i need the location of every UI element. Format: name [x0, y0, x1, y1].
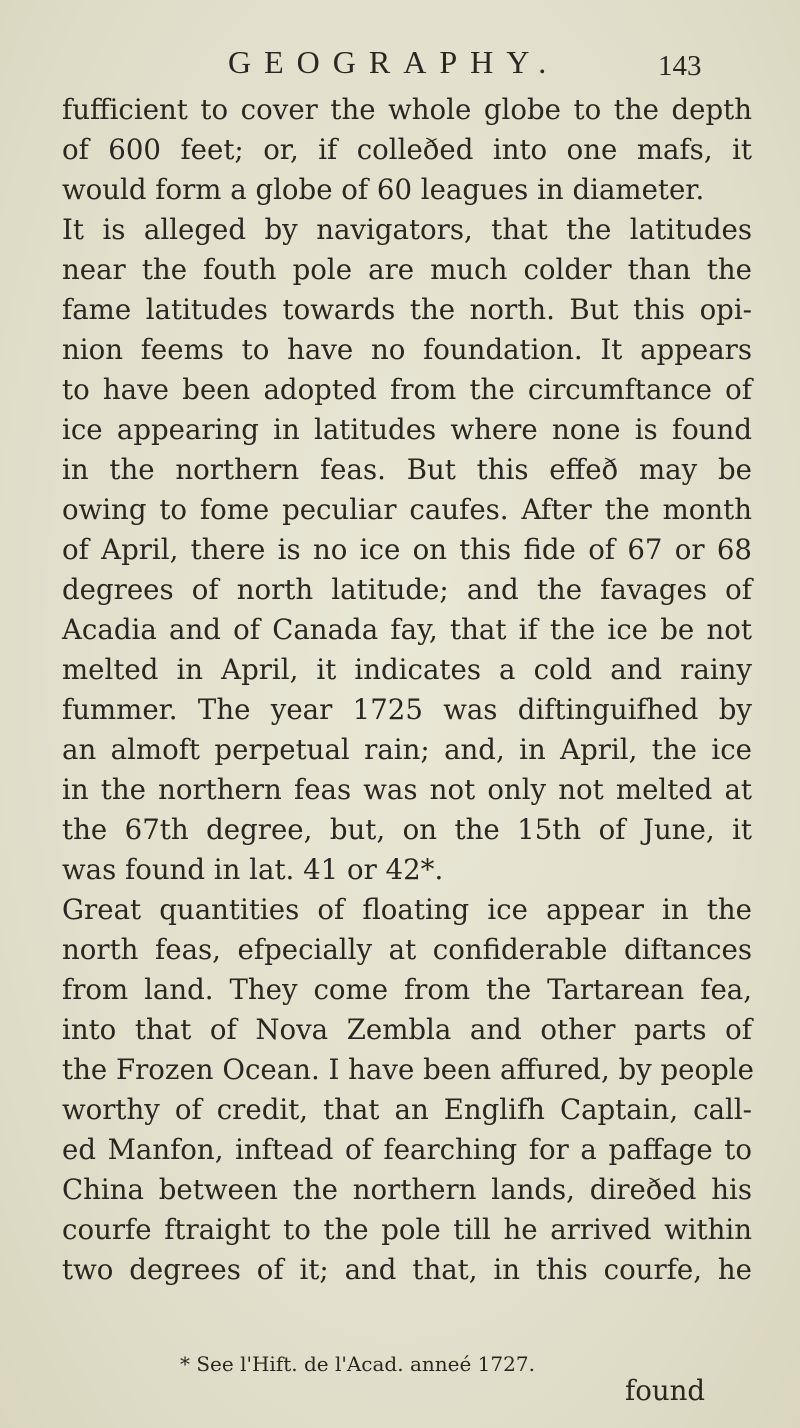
- text-line: an almoft perpetual rain; and, in April, the ice: [62, 733, 752, 766]
- text-line: to have been adopted from the circumftance of: [62, 373, 752, 406]
- text-line: worthy of credit, that an Englifh Captain, call-: [62, 1093, 752, 1126]
- catchword: found: [625, 1374, 706, 1407]
- text-line: degrees of north latitude; and the favages of: [62, 573, 752, 606]
- text-line: Great quantities of floating ice appear in the: [62, 893, 752, 926]
- text-line: It is alleged by navigators, that the latitudes: [62, 213, 752, 246]
- text-line: was found in lat. 41 or 42*.: [62, 853, 444, 886]
- text-line: would form a globe of 60 leagues in diameter.: [62, 173, 705, 206]
- text-line: fufficient to cover the whole globe to the depth: [62, 93, 752, 126]
- footnote: * See l'Hift. de l'Acad. anneé 1727.: [180, 1352, 535, 1376]
- text-line: owing to fome peculiar caufes. After the month: [62, 493, 752, 526]
- text-line: fame latitudes towards the north. But this opi-: [62, 293, 752, 326]
- text-line: courfe ftraight to the pole till he arrived within: [62, 1213, 752, 1246]
- text-line: of April, there is no ice on this fide of 67 or 68: [62, 533, 752, 566]
- running-head: GEOGRAPHY.: [228, 44, 560, 80]
- page-header: [228, 44, 702, 94]
- text-line: from land. They come from the Tartarean fea,: [62, 973, 752, 1006]
- text-line: ice appearing in latitudes where none is found: [62, 413, 752, 446]
- text-line: the Frozen Ocean. I have been affured, by people: [62, 1053, 754, 1086]
- text-line: two degrees of it; and that, in this courfe, he: [62, 1253, 752, 1286]
- text-line: China between the northern lands, direðed his: [62, 1173, 752, 1206]
- text-line: melted in April, it indicates a cold and rainy: [62, 653, 752, 686]
- text-line: in the northern feas was not only not melted at: [62, 773, 752, 806]
- text-line: in the northern feas. But this effeð may be: [62, 453, 752, 486]
- text-line: ed Manfon, inftead of fearching for a paffage to: [62, 1133, 752, 1166]
- text-line: Acadia and of Canada fay, that if the ice be not: [62, 613, 752, 646]
- page-number: 143: [658, 50, 702, 82]
- text-line: nion feems to have no foundation. It appears: [62, 333, 752, 366]
- text-line: the 67th degree, but, on the 15th of June, it: [62, 813, 752, 846]
- text-line: near the fouth pole are much colder than the: [62, 253, 752, 286]
- body-text: [62, 90, 752, 1290]
- text-line: north feas, efpecially at confiderable diftances: [62, 933, 752, 966]
- text-line: of 600 feet; or, if colleðed into one mafs, it: [62, 133, 752, 166]
- text-line: fummer. The year 1725 was diftinguifhed by: [62, 693, 752, 726]
- text-line: into that of Nova Zembla and other parts of: [62, 1013, 752, 1046]
